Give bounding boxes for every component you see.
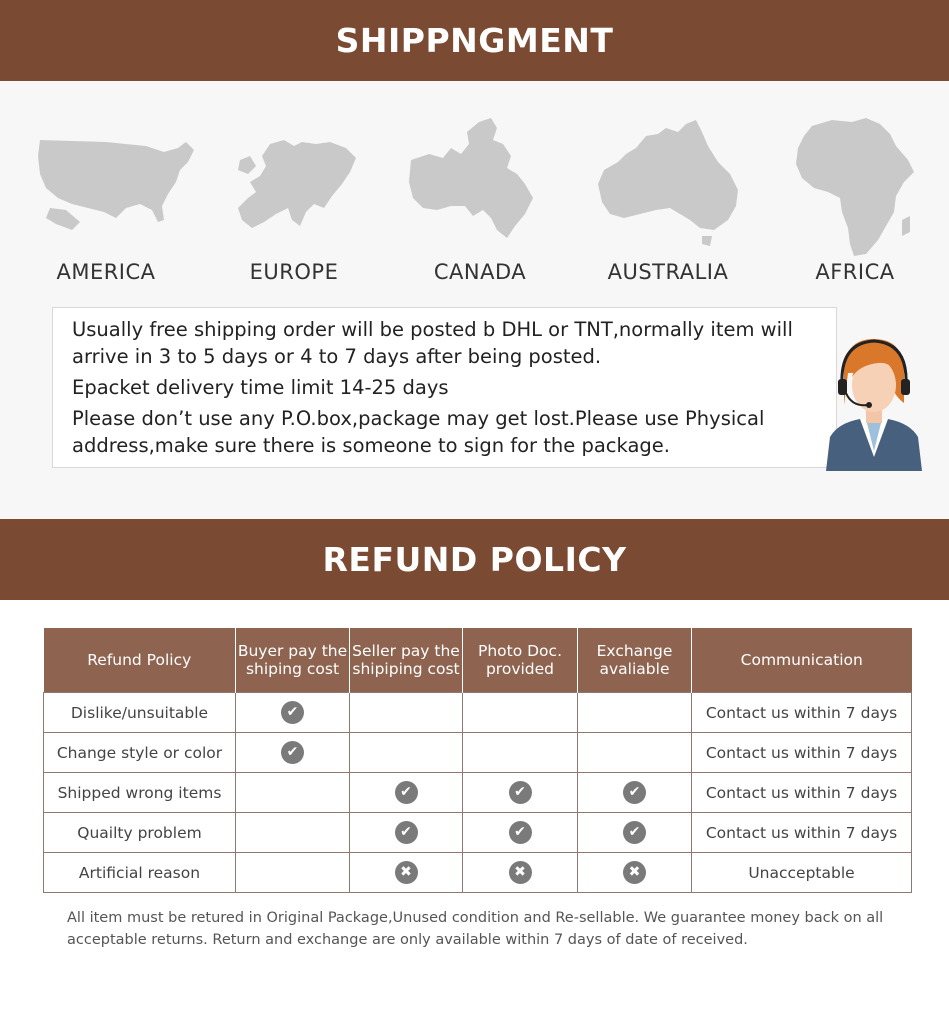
shipping-title: SHIPPNGMENT — [335, 21, 614, 60]
cross-circle-icon: ✖ — [623, 861, 646, 884]
cell-seller-pay — [350, 733, 463, 773]
table-row — [44, 853, 912, 893]
cell-buyer-pay — [236, 733, 350, 773]
header-buyer-pay: Buyer pay the shiping cost — [236, 628, 350, 693]
row-label: Dislike/unsuitable — [44, 693, 236, 733]
cell-seller-pay — [350, 773, 463, 813]
header-communication: Communication — [692, 628, 912, 693]
refund-title: REFUND POLICY — [322, 540, 627, 579]
africa-map-icon — [792, 116, 916, 258]
cell-seller-pay — [350, 853, 463, 893]
table-row — [44, 733, 912, 773]
table-header-row — [44, 628, 912, 693]
america-map-icon — [36, 138, 198, 233]
cross-circle-icon: ✖ — [395, 861, 418, 884]
cell-buyer-pay — [236, 693, 350, 733]
check-circle-icon: ✔ — [395, 821, 418, 844]
cell-photo-doc — [463, 813, 578, 853]
row-communication: Contact us within 7 days — [692, 733, 912, 773]
table-row — [44, 813, 912, 853]
cross-circle-icon: ✖ — [509, 861, 532, 884]
table-row — [44, 693, 912, 733]
region-canada-label: CANADA — [433, 260, 527, 284]
cell-exchange — [578, 773, 692, 813]
cell-buyer-pay — [236, 853, 350, 893]
check-circle-icon: ✔ — [509, 781, 532, 804]
region-america-label: AMERICA — [56, 260, 156, 284]
shipping-banner — [0, 0, 949, 81]
cell-photo-doc — [463, 733, 578, 773]
refund-policy-table — [43, 628, 912, 893]
cell-buyer-pay — [236, 813, 350, 853]
shipping-info-box — [52, 307, 837, 468]
cell-seller-pay — [350, 693, 463, 733]
cell-exchange — [578, 733, 692, 773]
row-label: Quailty problem — [44, 813, 236, 853]
cell-photo-doc — [463, 693, 578, 733]
header-photo-doc: Photo Doc. provided — [463, 628, 578, 693]
header-exchange: Exchange avaliable — [578, 628, 692, 693]
check-circle-icon: ✔ — [281, 701, 304, 724]
australia-map-icon — [596, 118, 741, 250]
shipping-note-delivery: Usually free shipping order will be posted b DHL or TNT,normally item will arrive in 3 to 5 days or 4 to 7 days after being posted. — [72, 318, 793, 368]
check-circle-icon: ✔ — [623, 821, 646, 844]
cell-buyer-pay — [236, 773, 350, 813]
customer-service-agent-icon — [824, 333, 924, 473]
cell-seller-pay — [350, 813, 463, 853]
cell-exchange — [578, 693, 692, 733]
row-communication: Contact us within 7 days — [692, 813, 912, 853]
row-communication: Contact us within 7 days — [692, 773, 912, 813]
region-europe-label: EUROPE — [249, 260, 339, 284]
region-australia-label: AUSTRALIA — [607, 260, 729, 284]
header-refund-policy: Refund Policy — [44, 628, 236, 693]
cell-exchange — [578, 853, 692, 893]
check-circle-icon: ✔ — [623, 781, 646, 804]
shipping-note-address: Please don’t use any P.O.box,package may get lost.Please use Physical address,make sure there is someone to sign for the package. — [72, 407, 765, 457]
table-row — [44, 773, 912, 813]
check-circle-icon: ✔ — [281, 741, 304, 764]
header-seller-pay: Seller pay the shipiping cost — [350, 628, 463, 693]
check-circle-icon: ✔ — [395, 781, 418, 804]
row-label: Change style or color — [44, 733, 236, 773]
row-communication: Unacceptable — [692, 853, 912, 893]
row-label: Shipped wrong items — [44, 773, 236, 813]
row-communication: Contact us within 7 days — [692, 693, 912, 733]
cell-exchange — [578, 813, 692, 853]
refund-footnote: All item must be retured in Original Package,Unused condition and Re-sellable. We guarantee money back on all acceptable returns. Return and exchange are only available within 7 days of date of received. — [67, 910, 884, 948]
canada-map-icon — [407, 114, 535, 242]
row-label: Artificial reason — [44, 853, 236, 893]
shipping-note-epacket: Epacket delivery time limit 14-25 days — [72, 376, 449, 399]
region-africa-label: AFRICA — [815, 260, 895, 284]
europe-map-icon — [230, 138, 360, 238]
check-circle-icon: ✔ — [509, 821, 532, 844]
refund-banner — [0, 519, 949, 600]
cell-photo-doc — [463, 853, 578, 893]
cell-photo-doc — [463, 773, 578, 813]
